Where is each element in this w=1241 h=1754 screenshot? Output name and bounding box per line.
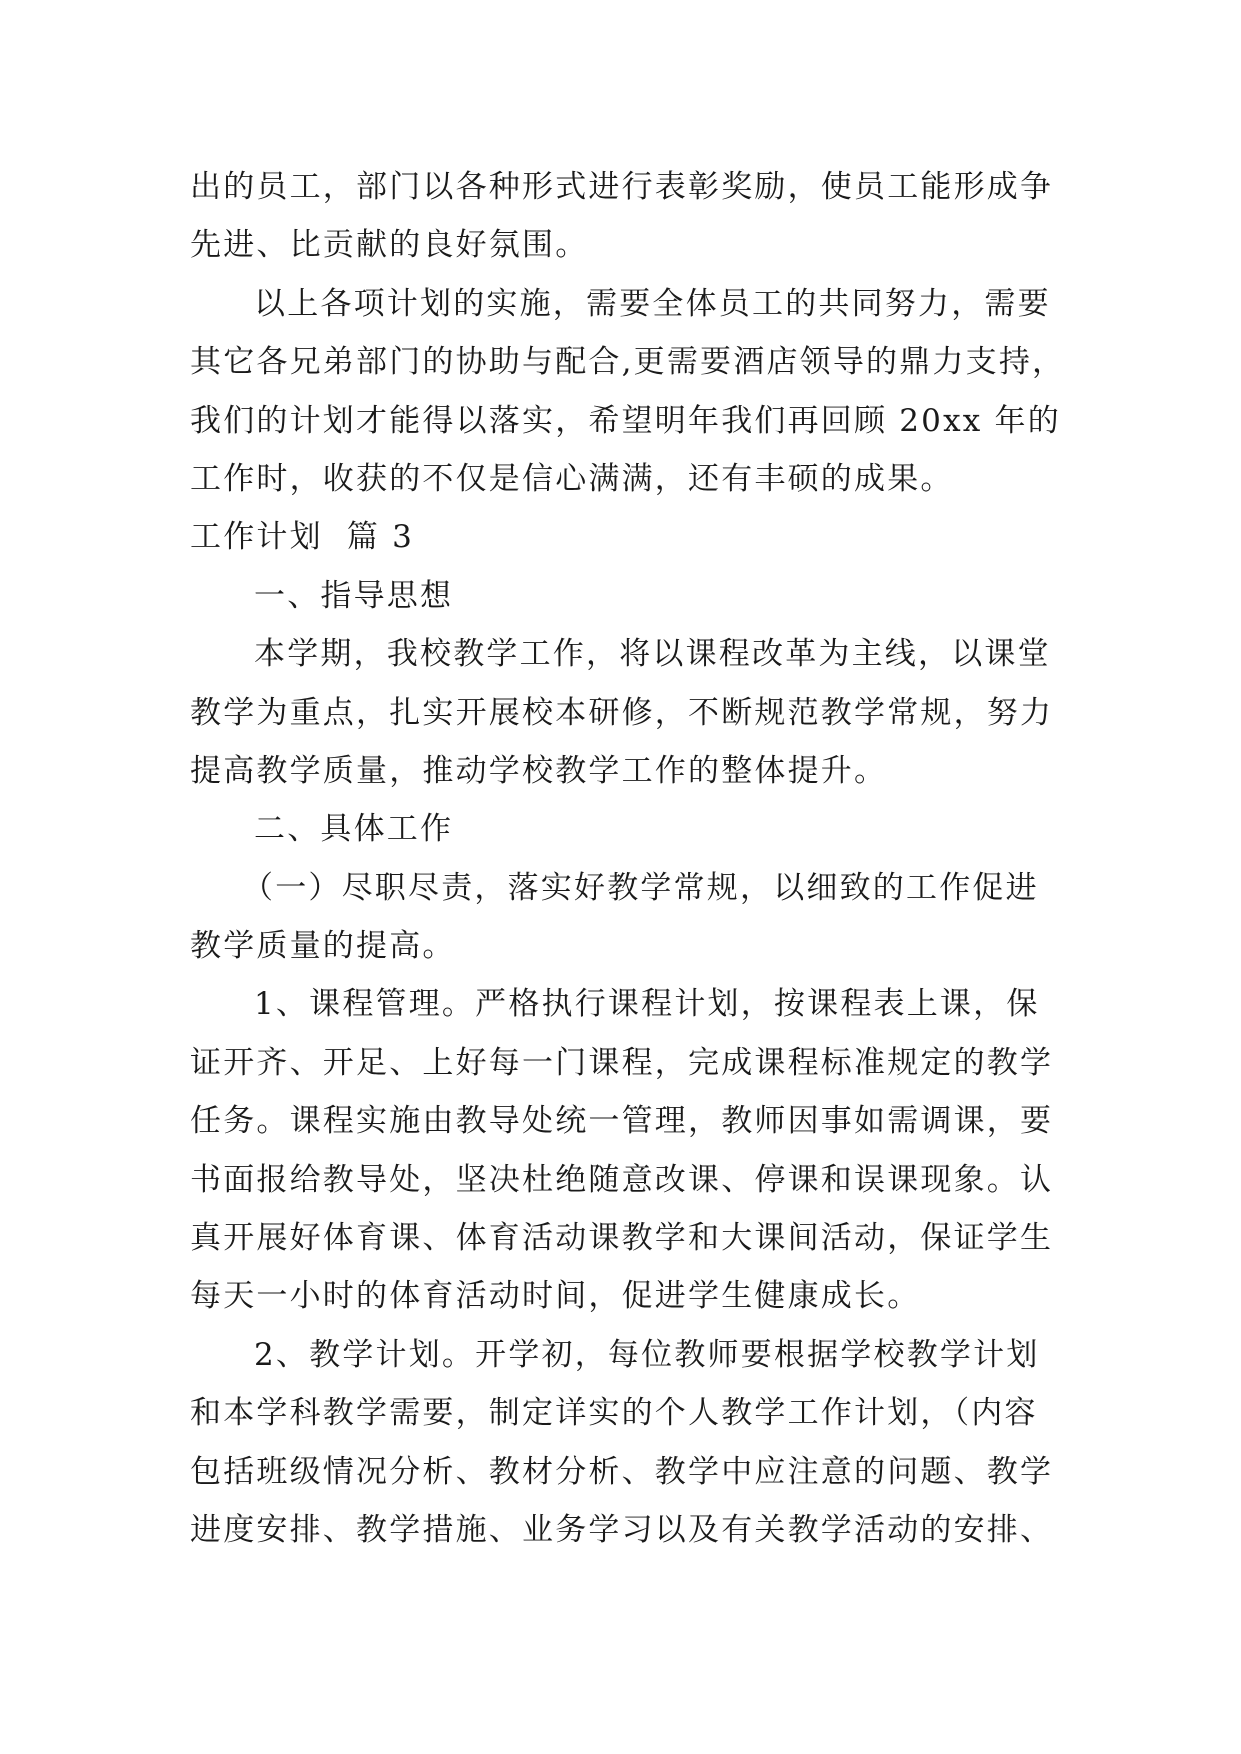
paragraph-start-line: （一）尽职尽责，落实好教学常规，以细致的工作促进 xyxy=(242,869,1039,906)
subsection-heading-specific-work: 二、具体工作 xyxy=(254,811,454,848)
text-line: 进度安排、教学措施、业务学习以及有关教学活动的安排、 xyxy=(190,1511,1054,1548)
text-line: 出的员工，部门以各种形式进行表彰奖励，使员工能形成争 xyxy=(190,169,1054,205)
text-line: 其它各兄弟部门的协助与配合,更需要酒店领导的鼎力支持， xyxy=(190,344,1066,381)
paragraph-start-line: 以上各项计划的实施，需要全体员工的共同努力，需要 xyxy=(254,285,1051,322)
text-line: 书面报给教导处，坚决杜绝随意改课、停课和误课现象。认 xyxy=(190,1161,1054,1198)
text-line: 包括班级情况分析、教材分析、教学中应注意的问题、教学 xyxy=(190,1453,1054,1490)
text-line: 每天一小时的体育活动时间，促进学生健康成长。 xyxy=(190,1278,921,1315)
text-line: 教学为重点，扎实开展校本研修，不断规范教学常规，努力 xyxy=(190,694,1054,731)
paragraph-start-line: 1、课程管理。严格执行课程计划，按课程表上课，保 xyxy=(254,986,1040,1023)
text-line: 证开齐、开足、上好每一门课程，完成课程标准规定的教学 xyxy=(190,1044,1054,1081)
text-line: 教学质量的提高。 xyxy=(190,928,456,965)
section-heading: 工作计划 篇 3 xyxy=(190,519,415,556)
text-line: 工作时，收获的不仅是信心满满，还有丰硕的成果。 xyxy=(190,460,954,497)
text-line: 我们的计划才能得以落实，希望明年我们再回顾 20xx 年的 xyxy=(190,402,1061,439)
subsection-heading-guiding-idea: 一、指导思想 xyxy=(254,577,454,614)
text-line: 先进、比贡献的良好氛围。 xyxy=(190,227,589,264)
text-line: 真开展好体育课、体育活动课教学和大课间活动，保证学生 xyxy=(190,1220,1054,1257)
document-body xyxy=(190,158,1066,1559)
text-line: 提高教学质量，推动学校教学工作的整体提升。 xyxy=(190,752,888,789)
text-line: 和本学科教学需要，制定详实的个人教学工作计划，（内容 xyxy=(190,1395,1038,1432)
text-line: 任务。课程实施由教导处统一管理，教师因事如需调课，要 xyxy=(190,1103,1054,1140)
paragraph-start-line: 2、教学计划。开学初，每位教师要根据学校教学计划 xyxy=(254,1336,1040,1373)
paragraph-start-line: 本学期，我校教学工作，将以课程改革为主线，以课堂 xyxy=(254,636,1051,673)
